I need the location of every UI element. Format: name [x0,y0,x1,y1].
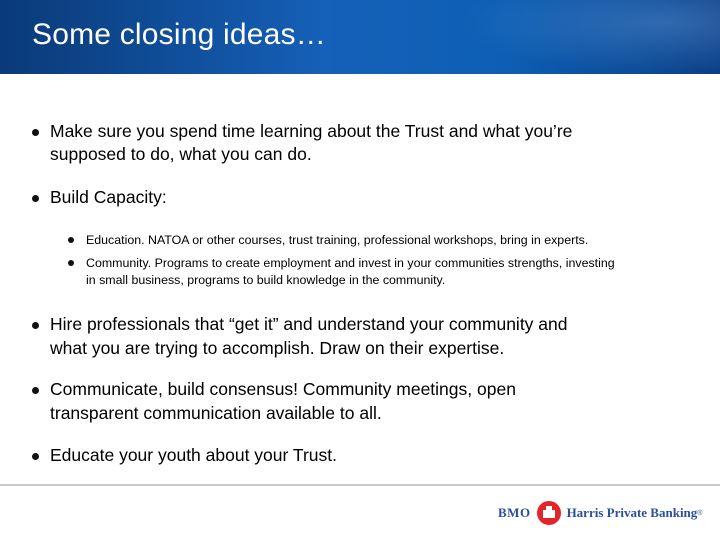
sub-bullet-text-line: in small business, programs to build knowledge in the community. [86,273,446,287]
bullet-text-line: transparent communication available to all. [50,403,382,423]
sub-bullet-dot-icon [68,260,74,266]
brand-wordmark: Harris Private Banking [566,505,698,520]
bullet-text-line: Communicate, build consensus! Community meetings, open [50,379,516,399]
bmo-roundel-icon [537,501,561,525]
bullet-dot-icon [32,387,39,394]
bullet-text-line: Make sure you spend time learning about the Trust and what you’re [50,121,573,141]
bullet-dot-icon [32,322,39,329]
footer-logo [498,498,702,528]
bullet-dot-icon [32,453,39,460]
trademark-symbol: ® [697,509,703,517]
bullet-text-line: Hire professionals that “get it” and understand your community and [50,314,568,334]
bullet-text-line: supposed to do, what you can do. [50,144,312,164]
title-bar [0,0,720,74]
bullet-text-line: Build Capacity: [50,187,167,207]
bullet-text-line: what you are trying to accomplish. Draw on their expertise. [50,338,505,358]
slide-title: Some closing ideas… [32,18,326,51]
footer-divider [0,484,720,486]
sub-bullet-text-line: Education. NATOA or other courses, trust training, professional workshops, bring in experts. [86,233,589,247]
bullet-text-line: Educate your youth about your Trust. [50,445,337,465]
sub-bullet-text-line: Community. Programs to create employment and invest in your communities strengths, investing [86,256,615,270]
bmo-wordmark: BMO [498,505,531,520]
bullet-dot-icon [32,129,39,136]
sub-bullet-dot-icon [68,237,74,243]
bullet-dot-icon [32,195,39,202]
